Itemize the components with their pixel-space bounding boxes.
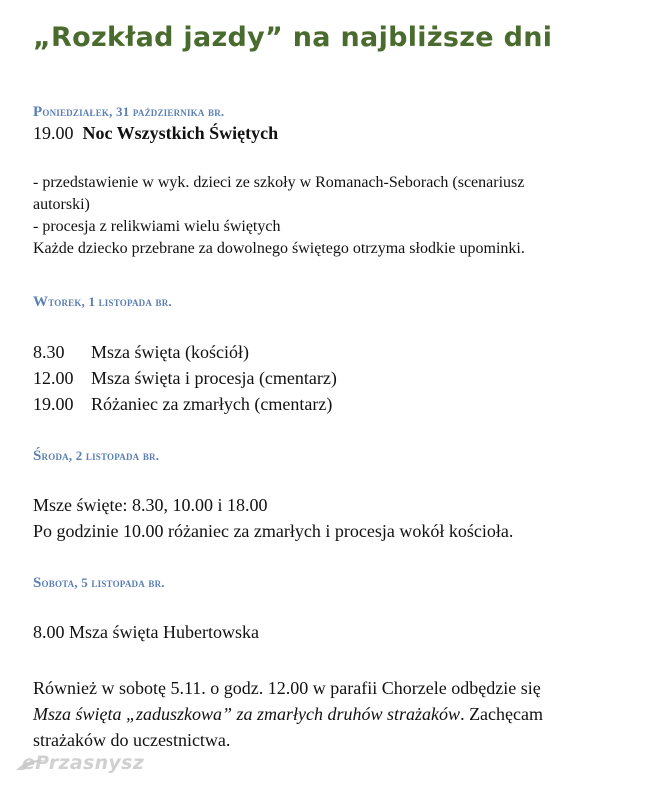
monday-event <box>33 120 278 146</box>
heading-text: roda, 2 listopada br. <box>41 448 160 463</box>
saturday-note-line: strażaków do uczestnictwa. <box>33 730 231 750</box>
schedule-item <box>33 365 337 391</box>
day-heading-saturday <box>33 575 165 592</box>
heading-initial: W <box>33 294 49 310</box>
event-time: 19.00 <box>33 123 74 143</box>
item-time: 12.00 <box>33 368 74 388</box>
detail-line: Każde dziecko przebrane za dowolnego świętego otrzyma słodkie upominki. <box>33 240 525 257</box>
saturday-note-line <box>33 701 543 727</box>
schedule-item <box>33 391 332 417</box>
item-text: Różaniec za zmarłych (cmentarz) <box>91 394 333 414</box>
event-name: Noc Wszystkich Świętych <box>82 123 279 143</box>
watermark-logo: ePrzasnysz <box>22 752 145 774</box>
item-time: 19.00 <box>33 394 74 414</box>
note-after-italic: . Zachęcam <box>460 704 544 724</box>
heading-initial: Ś <box>33 448 42 464</box>
wednesday-line: Msze święte: 8.30, 10.00 i 18.00 <box>33 495 268 515</box>
wednesday-line: Po godzinie 10.00 różaniec za zmarłych i procesja wokół kościoła. <box>33 521 514 541</box>
item-text: Msza święta i procesja (cmentarz) <box>91 368 337 388</box>
schedule-item <box>33 339 249 365</box>
day-heading-monday <box>33 104 224 121</box>
day-heading-tuesday <box>33 294 172 311</box>
heading-text: obota, 5 listopada br. <box>41 575 165 590</box>
day-heading-wednesday <box>33 448 159 465</box>
saturday-line: 8.00 Msza święta Hubertowska <box>33 622 259 642</box>
saturday-note-line: Również w sobotę 5.11. o godz. 12.00 w parafii Chorzele odbędzie się <box>33 678 541 698</box>
heading-text: oniedziałek, 31 października br. <box>42 104 225 119</box>
item-time: 8.30 <box>33 342 65 362</box>
heading-text: torek, 1 listopada br. <box>48 294 172 309</box>
detail-line: - przedstawienie w wyk. dzieci ze szkoły w Romanach-Seborach (scenariusz <box>33 174 525 191</box>
detail-line: autorski) <box>33 196 90 213</box>
note-italic: Msza święta „zaduszkowa” za zmarłych druhów strażaków <box>33 704 461 724</box>
item-text: Msza święta (kościół) <box>91 342 249 362</box>
heading-initial: S <box>33 575 42 591</box>
detail-line: - procesja z relikwiami wielu świętych <box>33 218 281 235</box>
page-title: „Rozkład jazdy” na najbliższe dni <box>33 22 553 53</box>
heading-initial: P <box>33 104 43 120</box>
